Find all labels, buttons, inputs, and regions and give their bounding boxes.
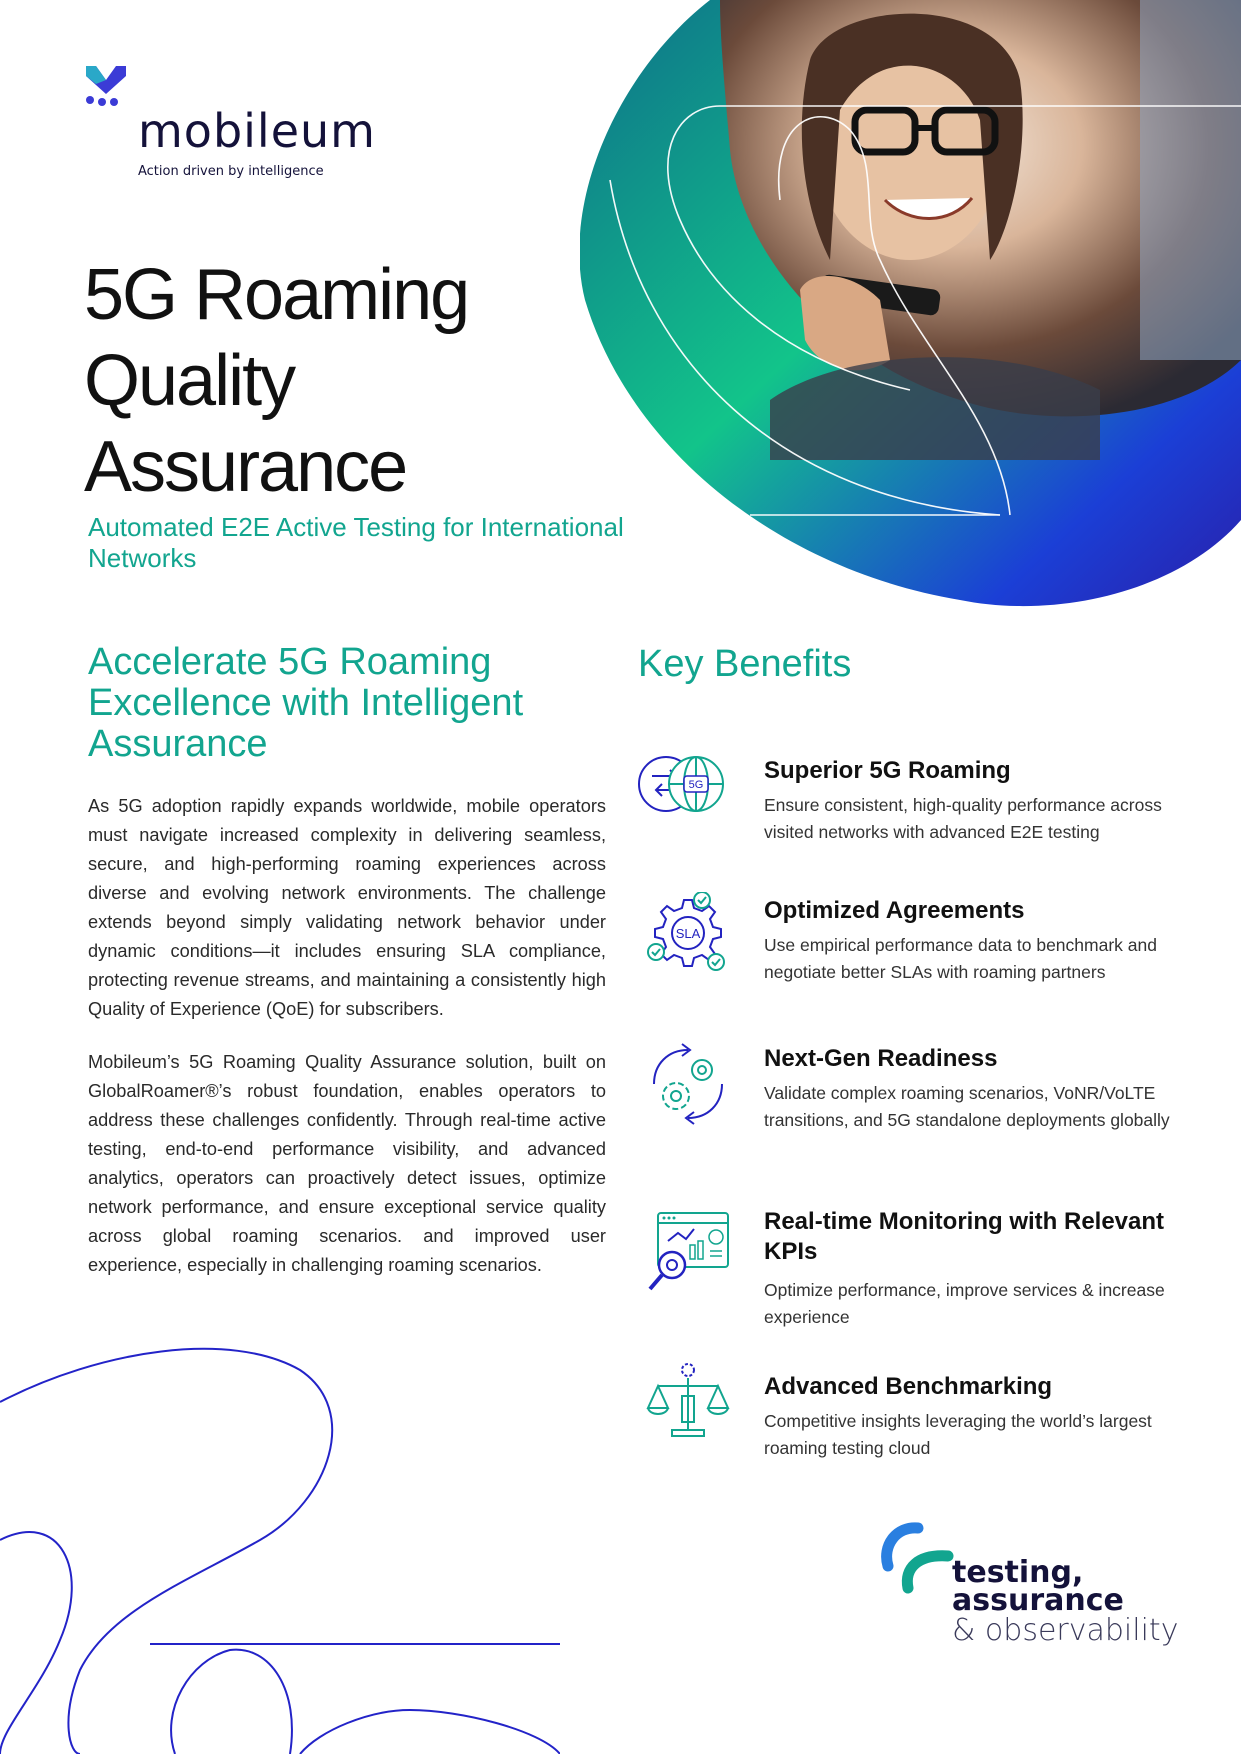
benefit-title: Advanced Benchmarking: [764, 1373, 1053, 1400]
globe-5g-icon: [636, 752, 724, 840]
benefit-description: Ensure consistent, high-quality performance across visited networks with advanced E2E testing: [764, 795, 1162, 842]
benefit-item-real-time-monitoring: [636, 1203, 1216, 1343]
balance-scale-icon: [646, 1360, 734, 1448]
benefit-title: Next-Gen Readiness: [764, 1045, 998, 1072]
title-line-3: Assurance: [84, 427, 407, 507]
globe-5g-icon-label: 5G: [688, 779, 704, 791]
tao-swirl-icon: [878, 1518, 958, 1598]
title-line-1: 5G Roaming: [84, 255, 469, 335]
decorative-swirl: [0, 1330, 560, 1754]
gears-cycle-icon: [644, 1040, 732, 1128]
intro-paragraph-1: As 5G adoption rapidly expands worldwide, mobile operators must navigate increased complexity in delivering seamless, secure, and high-performing roaming experiences across diverse and evolving network environments. The challenge extends beyond simply validating network behavior under dynamic conditions—it includes ensuring SLA compliance, protecting revenue streams, and maintaining a consistently high Quality of Experience (QoE) for subscribers.: [88, 796, 606, 1019]
brand-tagline: Action driven by intelligence: [138, 164, 324, 179]
sla-gear-icon-label: SLA: [675, 926, 701, 941]
benefits-heading: Key Benefits: [638, 643, 852, 685]
dashboard-magnifier-icon: [646, 1211, 734, 1299]
benefit-title: Optimized Agreements: [764, 897, 1025, 924]
benefit-item-optimized-agreements: [636, 892, 1216, 992]
tao-line-1: testing,: [952, 1555, 1084, 1590]
brand-name: mobileum: [138, 104, 376, 158]
tao-line-2: assurance: [952, 1583, 1124, 1618]
intro-paragraph-2: Mobileum’s 5G Roaming Quality Assurance solution, built on GlobalRoamer®’s robust foundation, enables operators to address these challenges confidently. Through real-time active testing, end-to-end performance visibility, and advanced analytics, operators can proactively detect issues, optimize network performance, and ensure exceptional service quality across global roaming scenarios. and improved user experience, especially in challenging roaming scenarios.: [88, 1052, 606, 1275]
section-heading: Accelerate 5G Roaming Excellence with Intelligent Assurance: [88, 641, 524, 765]
subtitle: Automated E2E Active Testing for International Networks: [88, 512, 624, 573]
benefit-item-superior-5g-roaming: [636, 752, 1216, 852]
benefit-title: Superior 5G Roaming: [764, 757, 1011, 784]
benefit-item-advanced-benchmarking: [636, 1368, 1216, 1468]
benefit-title: Real-time Monitoring with Relevant KPIs: [764, 1208, 1165, 1265]
benefit-description: Validate complex roaming scenarios, VoNR/VoLTE transitions, and 5G standalone deployments globally: [764, 1083, 1170, 1130]
benefit-description: Competitive insights leveraging the world’s largest roaming testing cloud: [764, 1411, 1152, 1458]
benefit-item-next-gen-readiness: [636, 1040, 1216, 1170]
benefit-description: Use empirical performance data to benchmark and negotiate better SLAs with roaming partners: [764, 935, 1157, 982]
mobileum-logo-icon: [84, 64, 128, 108]
title-line-2: Quality: [84, 341, 295, 421]
hero-image: [580, 0, 1241, 615]
benefit-description: Optimize performance, improve services & increase experience: [764, 1280, 1165, 1327]
testing-assurance-observability-logo: [878, 1518, 1208, 1668]
sla-gear-icon: [646, 892, 734, 980]
tao-line-3: & observability: [952, 1613, 1179, 1648]
